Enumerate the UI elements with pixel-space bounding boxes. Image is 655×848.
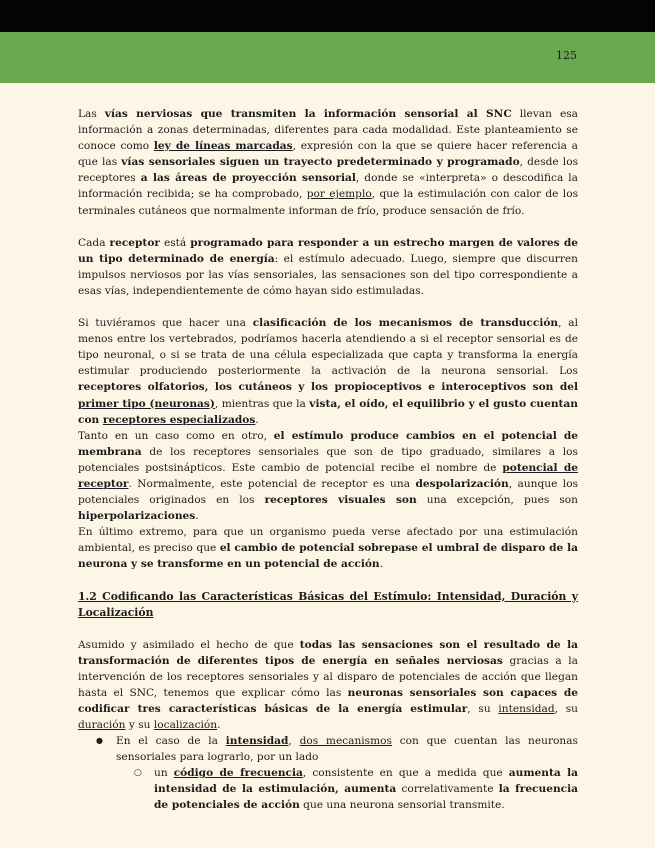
document-body xyxy=(78,106,578,814)
paragraph-potencial-receptor: Tanto en un caso como en otro, el estímulo produce cambios en el potencial de membrana de los receptores sensoriales que son de tipo graduado, similares a los potenciales postsinápticos. Este cambio de potencial recibe el nombre de potencial de receptor. Normalmente, este potencial de receptor es una despolarización, aunque los potenciales originados en los receptores visuales son una excepción, pues son hiperpolarizaciones. xyxy=(78,429,579,523)
paragraph-codificacion: Asumido y asimilado el hecho de que todas las sensaciones son el resultado de la transformación de diferentes tipos de energía en señales nerviosas gracias a la intervención de los receptores sensoriales y al disparo de potenciales de acción que llegan hasta el SNC, tenemos que explicar cómo las neuronas sensoriales son capaces de codificar tres características básicas de la energía estimular, su intensidad, su duración y su localización. xyxy=(78,638,579,731)
page-number: 125 xyxy=(556,49,577,62)
top-black-bar xyxy=(0,0,655,32)
paragraph-receptor: Cada receptor está programado para responder a un estrecho margen de valores de un tipo determinado de energía: el estímulo adecuado. Luego, siempre que discurren impulsos nerviosos por las vías sensoriales, las sensaciones son del tipo correspondiente a esas vías, independientemente de cómo hayan sido estimuladas. xyxy=(78,236,579,297)
sub-list-item: ○ un código de frecuencia, consistente en que a medida que aumenta la intensidad de la estimulación, aumenta correlativamente la frecuencia de potenciales de acción que una neurona sensorial transmite. xyxy=(116,765,578,813)
paragraph-umbral: En último extremo, para que un organismo pueda verse afectado por una estimulación ambiental, es preciso que el cambio de potencial sobrepase el umbral de disparo de la neurona y se transforme en un potencial de acción. xyxy=(78,526,578,571)
bullet-list xyxy=(78,733,578,813)
paragraph-lineas-marcadas: Las vías nerviosas que transmiten la información sensorial al SNC llevan esa información a zonas determinadas, diferentes para cada modalidad. Este planteamiento se conoce como ley de líneas marcadas, expresión con la que se quiere hacer referencia a que las vías sensoriales siguen un trayecto predeterminado y programado, desde los receptores a las áreas de proyección sensorial, donde se «interpreta» o descodifica la información recibida; se ha comprobado, por ejemplo, que la estimulación con calor de los terminales cutáneos que normalmente informan de frío, produce sensación de frío. xyxy=(78,108,579,217)
list-item: ● En el caso de la intensidad, dos mecanismos con que cuentan las neuronas sensoriales para lograrlo, por un lado ○ un código de frecuencia, consistente en que a medida que aumenta la intensidad de la estimulación, aumenta correlativamente la frecuencia de potenciales de acción que una neurona sensorial transmite. xyxy=(78,733,578,813)
header-band xyxy=(0,32,655,83)
paragraph-transduccion: Si tuviéramos que hacer una clasificación de los mecanismos de transducción, al menos entre los vertebrados, podríamos hacerla atendiendo a si el receptor sensorial es de tipo neuronal, o si se trata de una célula especializada que capta y transforma la energía estimular produciendo posteriormente la activación de la neurona sensorial. Los receptores olfatorios, los cutáneos y los propioceptivos e interoceptivos son del primer tipo (neuronas), mientras que la vista, el oído, el equilibrio y el gusto cuentan con receptores especializados. xyxy=(78,317,578,426)
section-heading: 1.2 Codificando las Características Básicas del Estímulo: Intensidad, Duración y Localización xyxy=(78,589,578,619)
sub-list xyxy=(116,765,578,813)
